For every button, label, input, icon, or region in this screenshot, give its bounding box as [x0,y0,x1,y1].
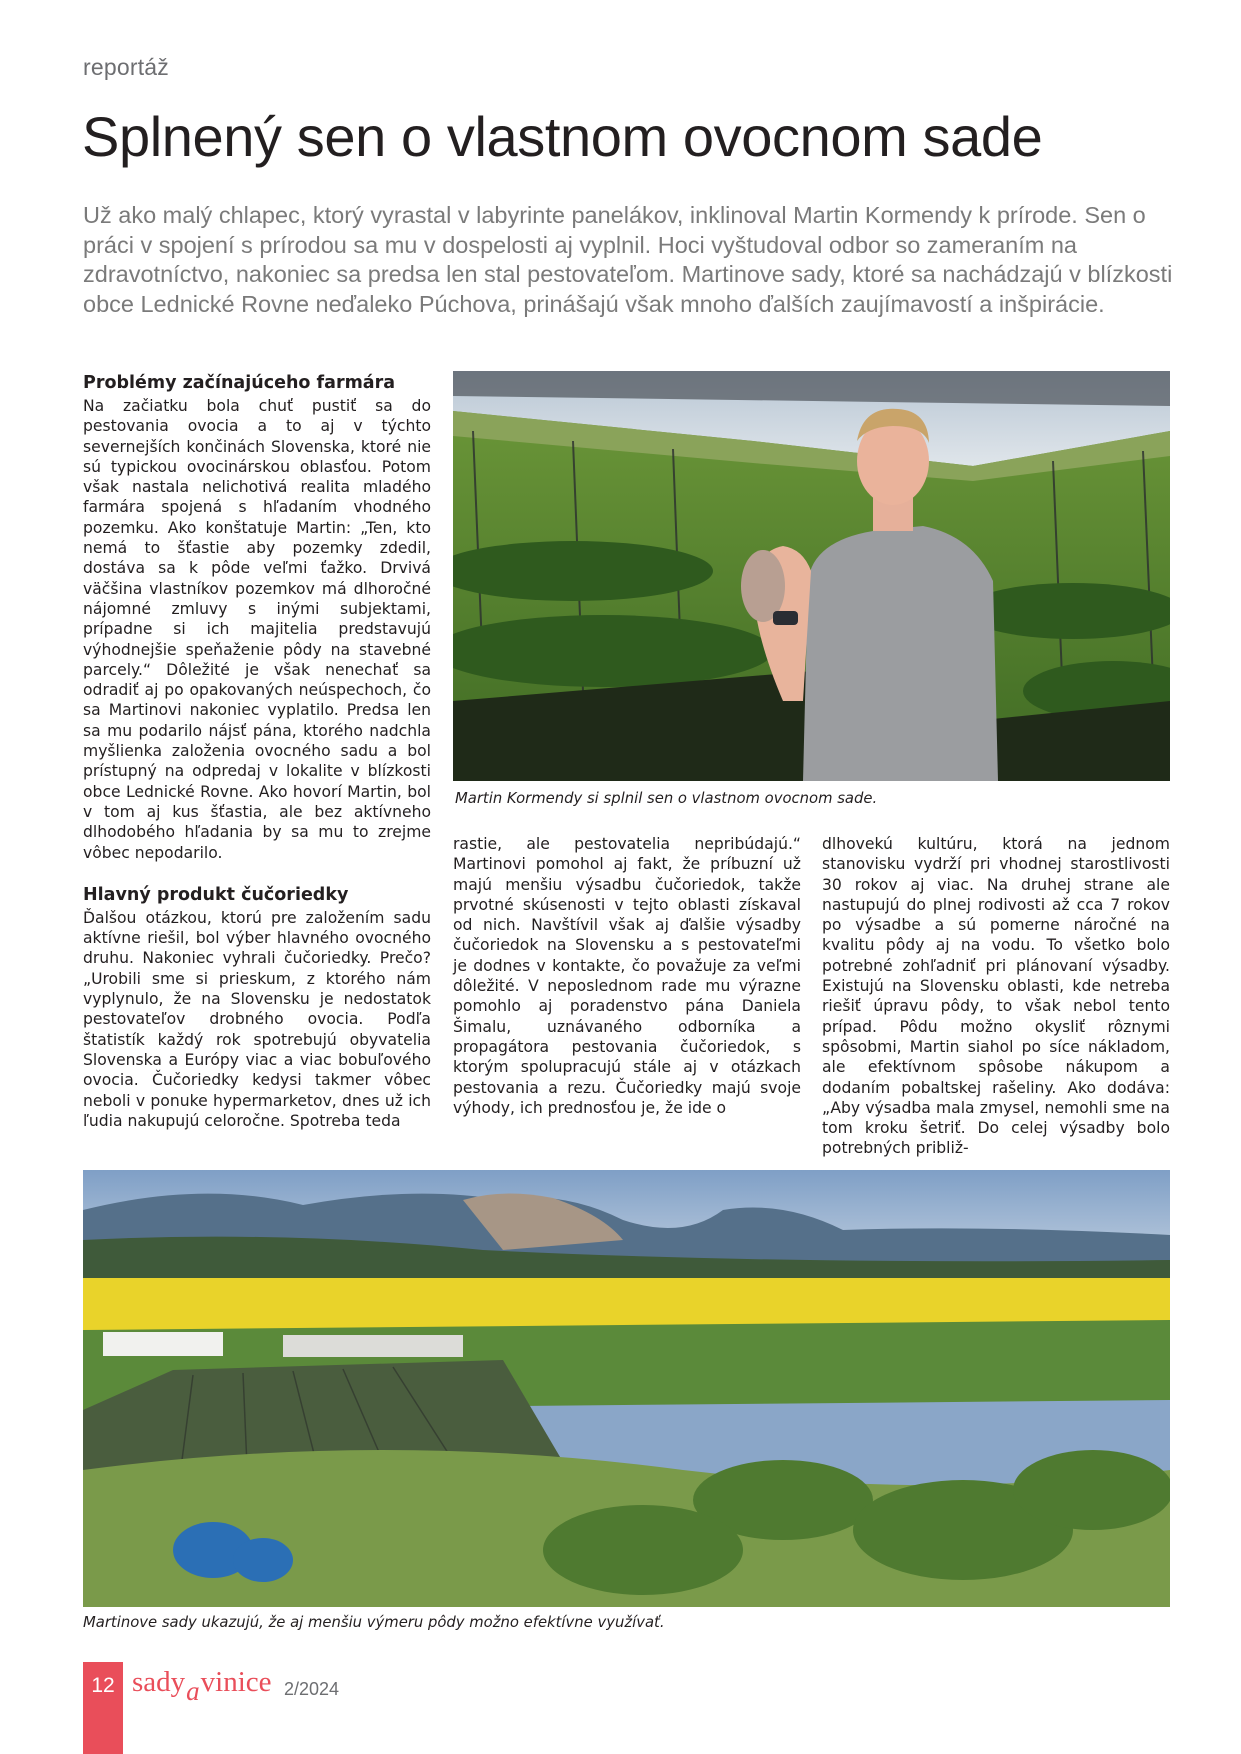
caption-photo-bottom: Martinove sady ukazujú, že aj menšiu výmeru pôdy možno efektívne využívať. [83,1614,665,1631]
article-title: Splnený sen o vlastnom ovocnom sade [82,105,1043,168]
logo-word-vinice: vinice [200,1666,272,1698]
section-label: reportáž [83,54,169,80]
issue-number: 2/2024 [284,1679,340,1699]
section-heading-problems: Problémy začínajúceho farmára [83,373,396,393]
magazine-logo [132,1666,272,1706]
paragraph-problems: Na začiatku bola chuť pustiť sa do pestovania ovocia a to aj v týchto severnejších končinách Slovenska, ktoré nie sú typickou ovocinárskou oblasťou. Potom však nastala nelichotivá realita mladého farmára spojená s hľadaním vhodného pozemku. Ako konštatuje Martin: „Ten, kto nemá to šťastie aby pozemky zdedil, dostáva sa k pôde veľmi ťažko. Drvivá väčšina vlastníkov pozemkov má dlhoročné nájomné zmluvy s inými subjektami, prípadne si ich majitelia predstavujú výhodnejšie speňaženie pôdy na stavebné parcely.“ Dôležité je však nenechať sa odradiť aj po opakovaných neúspechoch, čo sa Martinovi nakoniec vyplatilo. Predsa len sa mu podarilo nájsť pána, ktorého nadchla myšlienka založenia ovocného sadu a bol prístupný na odpredaj v lokalite v blízkosti obce Lednické Rovne. Ako hovorí Martin, bol v tom aj kus šťastia, ale bez aktívneho dlhodobého hľadania by sa mu to zrejme vôbec nepodarilo. [83,397,431,862]
photo-farmer-with-bird [453,371,1170,781]
logo-letter-a: a [186,1676,200,1706]
photo-orchard-landscape [83,1170,1170,1607]
paragraph-main-product-cont: rastie, ale pestovatelia nepribúdajú.“ Martinovi pomohol aj fakt, že príbuzní už majú menšiu výsadbu čučoriedok, takže prvotné skúsenosti v tejto oblasti získaval od nich. Navštívil však aj ďalšie výsadby čučoriedok na Slovensku a s pestovateľmi je dodnes v kontakte, čo považuje za veľmi dôležité. V neposlednom rade mu výrazne pomohlo aj poradenstvo pána Daniela Šimalu, uznávaného odborníka a propagátora pestovania čučoriedok, s ktorým spolupracujú stále aj v otázkach pestovania a rezu. Čučoriedky majú svoje výhody, ich prednosťou je, že ide o [453,835,801,1117]
article-column-2 [453,834,801,1118]
page-number: 12 [91,1674,115,1697]
article-column-3 [822,834,1170,1159]
section-heading-main-product: Hlavný produkt čučoriedky [83,884,349,905]
article-lead: Už ako malý chlapec, ktorý vyrastal v labyrinte panelákov, inklinoval Martin Kormendy k prírode. Sen o práci v spojení s prírodou sa mu v dospelosti aj vyplnil. Hoci vyštudoval odbor so zameraním na zdravotníctvo, nakoniec sa predsa len stal pestovateľom. Martinove sady, ktoré sa nachádzajú v blízkosti obce Lednické Rovne neďaleko Púchova, prinášajú však mnoho ďalších zaujímavostí a inšpirácie. [83,202,1173,317]
paragraph-main-product: Ďalšou otázkou, ktorú pre založením sadu aktívne riešil, bol výber hlavného ovocného druhu. Nakoniec vyhrali čučoriedky. Prečo? „Urobili sme si prieskum, z ktorého nám vyplynulo, že na Slovensku je nedostatok pestovateľov drobného ovocia. Podľa štatistík každý rok spotrebujú obyvatelia Slovenska a Európy viac a viac bobuľového ovocia. Čučoriedky kedysi takmer vôbec neboli v ponuke hypermarketov, dnes už ich ľudia nakupujú celoročne. Spotreba teda [83,908,431,1130]
logo-word-sady: sady [132,1666,186,1698]
paragraph-main-product-cont: dlhovekú kultúru, ktorá na jednom stanovisku vydrží pri vhodnej starostlivosti 30 rokov aj viac. Na druhej strane ale nastupujú do plnej rodivosti až cca 7 rokov po výsadbe a sú pomerne náročné na kvalitu pôdy aj na vodu. To všetko bolo potrebné zohľadniť pri plánovaní výsadby. Existujú na Slovensku oblasti, kde netreba riešiť úpravu pôdy, to však nebol tento prípad. Pôdu možno okysliť rôznymi spôsobmi, Martin siahol po síce nákladom, ale efektívnom spôsobe nákupom a dodaním pobaltskej rašeliny. Ako dodáva: „Aby výsadba mala zmysel, nemohli sme na tom kroku šetriť. Do celej výsadby bolo potrebných približ- [822,835,1170,1158]
article-column-1 [83,372,431,1131]
caption-photo-top: Martin Kormendy si splnil sen o vlastnom ovocnom sade. [455,790,878,807]
